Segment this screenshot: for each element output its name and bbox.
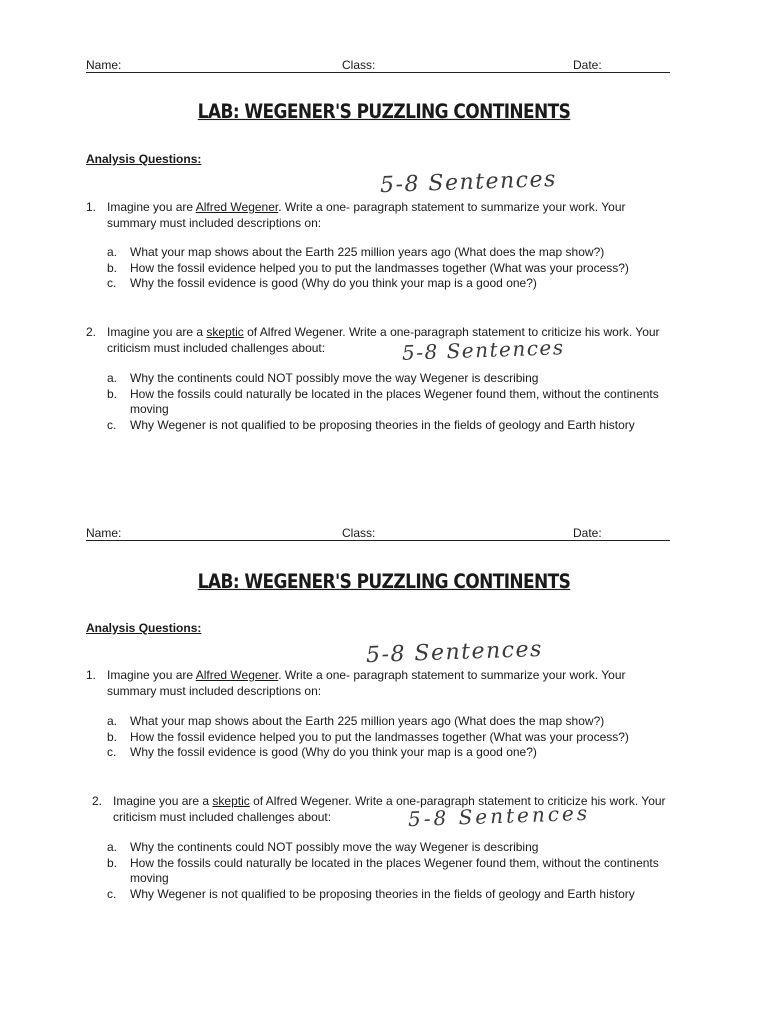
analysis-heading: Analysis Questions: [86,621,202,635]
question-text: Imagine you are Alfred Wegener. Write a one- paragraph statement to summarize your work. Your summary must included descriptions on: [107,200,626,230]
date-label: Date: [573,58,602,72]
handwritten-note: 5-8 Sentences [401,335,565,365]
question-2 [92,793,682,825]
underlined-name: Alfred Wegener [195,668,279,682]
handwritten-note: 5-8 Sentences [379,166,558,199]
question-text: Imagine you are Alfred Wegener. Write a one- paragraph statement to summarize your work. Your summary must included descriptions on: [107,668,626,698]
question-text: Imagine you are a skeptic of Alfred Wegener. Write a one-paragraph statement to criticize his work. Your criticism must included challenges about: [113,794,666,824]
name-label: Name: [86,58,122,72]
class-label: Class: [342,526,376,540]
question-number: 2. [86,325,97,339]
analysis-heading: Analysis Questions: [86,152,202,166]
page-title: LAB: WEGENER'S PUZZLING CONTINENTS [197,570,571,594]
question-number: 1. [86,200,97,214]
header-rule [86,72,670,73]
question-2 [86,324,676,356]
list-item: c. Why Wegener is not qualified to be proposing theories in the fields of geology and Earth history [107,886,635,901]
page-title: LAB: WEGENER'S PUZZLING CONTINENTS [197,100,571,124]
worksheet-top [0,0,768,470]
list-item: b. How the fossils could naturally be located in the places Wegener found them, without the continents moving [107,386,659,416]
list-item: b. How the fossil evidence helped you to put the landmasses together (What was your process?) [107,260,629,275]
question-1 [86,667,676,699]
question-1-items [107,714,667,761]
list-item: a. What your map shows about the Earth 225 million years ago (What does the map show?) [107,714,605,728]
list-item: b. How the fossils could naturally be located in the places Wegener found them, without the continents moving [107,855,659,885]
underlined-skeptic: skeptic [212,794,250,808]
question-1 [86,199,676,231]
handwritten-note: 5-8 Sentences [407,800,591,832]
question-number: 1. [86,668,97,682]
handwritten-note: 5-8 Sentences [365,636,544,669]
name-label: Name: [86,526,122,540]
list-item: a. Why the continents could NOT possibly move the way Wegener is describing [107,371,539,385]
question-number: 2. [92,794,103,808]
list-item: c. Why the fossil evidence is good (Why do you think your map is a good one?) [107,276,537,290]
underlined-name: Alfred Wegener [195,200,279,214]
class-label: Class: [342,58,376,72]
list-item: b. How the fossil evidence helped you to put the landmasses together (What was your process?) [107,729,629,744]
underlined-skeptic: skeptic [206,325,244,339]
list-item: c. Why the fossil evidence is good (Why do you think your map is a good one?) [107,745,537,759]
list-item: c. Why Wegener is not qualified to be proposing theories in the fields of geology and Earth history [107,417,635,432]
question-1-items [107,245,667,292]
worksheet-bottom [0,468,768,938]
question-text: Imagine you are a skeptic of Alfred Wegener. Write a one-paragraph statement to criticize his work. Your criticism must included challenges about: [107,325,660,355]
list-item: a. What your map shows about the Earth 225 million years ago (What does the map show?) [107,245,605,259]
header-rule [86,540,670,541]
question-2-items [107,840,667,902]
question-2-items [107,371,667,433]
list-item: a. Why the continents could NOT possibly move the way Wegener is describing [107,840,539,854]
date-label: Date: [573,526,602,540]
